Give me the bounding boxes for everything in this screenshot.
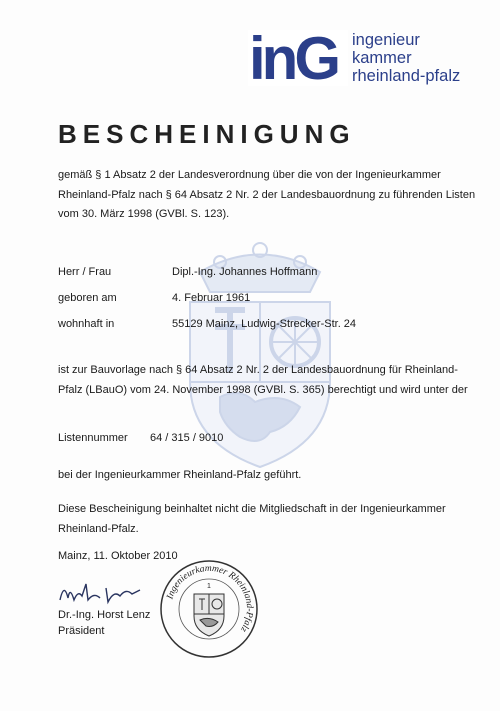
logo-line-3: rheinland-pfalz xyxy=(352,67,461,85)
signer-block xyxy=(58,607,150,639)
signer-role: Präsident xyxy=(58,625,105,637)
field-name-row xyxy=(58,266,318,282)
field-born-value: 4. Februar 1961 xyxy=(172,292,251,304)
list-number-label: Listennummer xyxy=(58,432,128,444)
seal-crest-icon xyxy=(194,594,224,636)
seal-number: 1 xyxy=(207,583,211,590)
seal-text: Ingenieurkammer Rheinland-Pfalz xyxy=(165,563,255,634)
intro-paragraph: gemäß § 1 Absatz 2 der Landesverordnung über die von der Ingenieurkammer Rheinland-Pfalz nach § 64 Absatz 2 Nr. 2 der Landesbauordnung zu führenden Listen vom 30. März 1998 (GVBl. S. 123). xyxy=(58,169,476,220)
ing-logo xyxy=(248,28,488,90)
field-name-value: Dipl.-Ing. Johannes Hoffmann xyxy=(172,266,318,278)
field-address-label: wohnhaft in xyxy=(58,318,115,330)
ing-logo-wordmark xyxy=(352,31,460,85)
official-seal xyxy=(158,558,260,660)
signature-image xyxy=(56,578,146,608)
field-born-row xyxy=(58,292,251,308)
field-address-value: 55129 Mainz, Ludwig-Strecker-Str. 24 xyxy=(172,318,357,330)
field-born-label: geboren am xyxy=(58,292,117,304)
list-number-row xyxy=(58,432,224,448)
logo-line-2: kammer xyxy=(352,49,412,67)
ing-logo-mark-text: inG xyxy=(249,30,337,86)
field-address-row xyxy=(58,318,357,334)
field-name-label: Herr / Frau xyxy=(58,266,112,278)
list-number-value: 64 / 315 / 9010 xyxy=(150,432,224,444)
membership-note: Diese Bescheinigung beinhaltet nicht die Mitgliedschaft in der Ingenieurkammer Rheinland-Pfalz. xyxy=(58,503,446,535)
logo-line-1: ingenieur xyxy=(352,31,420,49)
document-title: BESCHEINIGUNG xyxy=(58,119,356,149)
registry-paragraph: bei der Ingenieurkammer Rheinland-Pfalz geführt. xyxy=(58,469,302,481)
place-date: Mainz, 11. Oktober 2010 xyxy=(58,550,178,562)
ing-logo-mark xyxy=(248,30,348,86)
authorization-paragraph: ist zur Bauvorlage nach § 64 Absatz 2 Nr. 2 der Landesbauordnung für Rheinland-Pfalz (LBauO) vom 24. November 1998 (GVBl. S. 365) berechtigt und wird unter der xyxy=(58,364,468,396)
signer-name: Dr.-Ing. Horst Lenz xyxy=(58,609,151,621)
